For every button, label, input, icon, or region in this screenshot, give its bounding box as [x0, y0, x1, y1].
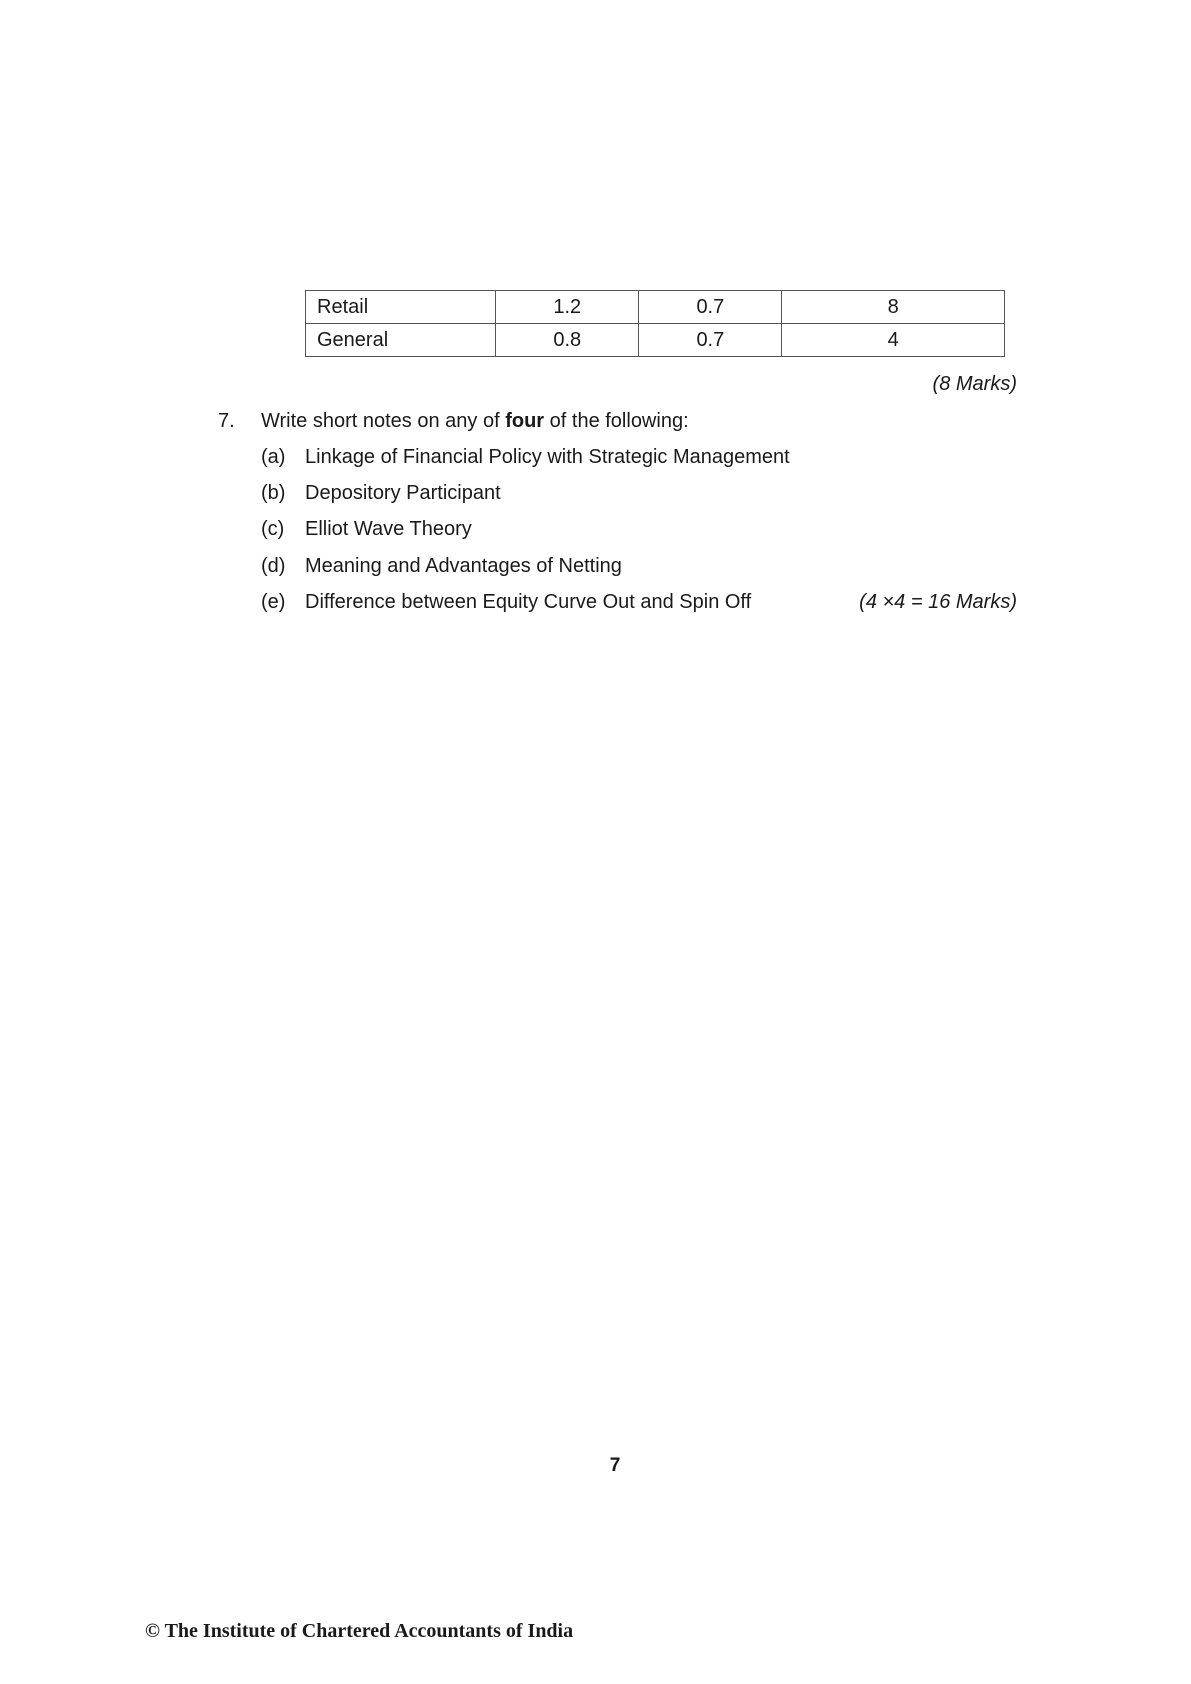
sub-item-letter: (a)	[261, 446, 286, 468]
question-text-bold: four	[505, 410, 545, 432]
sub-item-text: Elliot Wave Theory	[305, 518, 472, 540]
table-cell: 0.7	[639, 324, 782, 357]
table-cell: 4	[782, 324, 1005, 357]
sub-item-text: Depository Participant	[305, 482, 501, 504]
table-cell: 1.2	[496, 291, 639, 324]
question-text-before: Write short notes on any of	[261, 410, 506, 432]
table-cell-label: General	[306, 324, 496, 357]
table-cell: 0.7	[639, 291, 782, 324]
sub-item-letter: (d)	[261, 555, 286, 577]
sub-item-letter: (b)	[261, 482, 286, 504]
question-text-after: of the following:	[544, 410, 689, 432]
sub-item-text: Meaning and Advantages of Netting	[305, 555, 622, 577]
question-text	[261, 410, 689, 433]
marks-question-7: (4 ×4 = 16 Marks)	[859, 591, 1017, 613]
table-cell-label: Retail	[306, 291, 496, 324]
table-row	[306, 324, 1005, 357]
footer-copyright: © The Institute of Chartered Accountants of India	[145, 1620, 574, 1642]
sub-item-text: Difference between Equity Curve Out and Spin Off	[305, 591, 752, 613]
marks-previous-question: (8 Marks)	[932, 373, 1017, 395]
table-row	[306, 291, 1005, 324]
sub-item-text: Linkage of Financial Policy with Strategic Management	[305, 446, 790, 468]
page-number: 7	[609, 1455, 621, 1476]
table-cell: 0.8	[496, 324, 639, 357]
question-number: 7.	[218, 410, 235, 432]
data-table	[305, 290, 1005, 357]
sub-item-letter: (e)	[261, 591, 286, 613]
table-cell: 8	[782, 291, 1005, 324]
sub-item-letter: (c)	[261, 518, 285, 540]
